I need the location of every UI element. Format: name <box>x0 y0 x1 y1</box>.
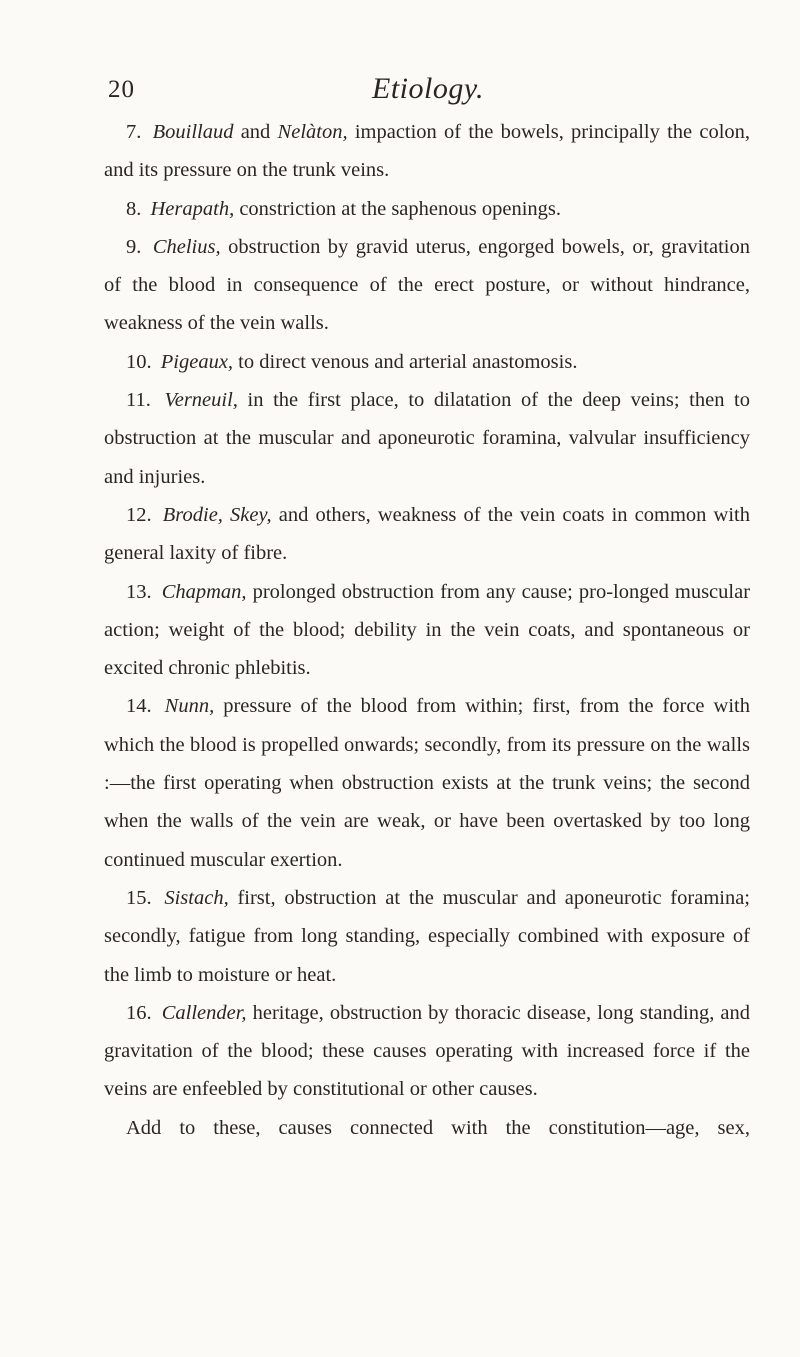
list-item <box>104 687 750 878</box>
item-text: pressure of the blood from within; first, from the force with which the blood is propelled onwards; secondly, from its pressure on the walls :—the first operating when obstruction exists at the trunk veins; the second when the walls of the vein are weak, or have been overtasked by too long continued muscular exertion. <box>104 695 750 871</box>
author-name: Pigeaux, <box>160 350 234 373</box>
author-name: Verneuil, <box>164 389 238 412</box>
item-number: 8. <box>126 197 142 220</box>
closing-paragraph: Add to these, causes connected with the constitution—age, sex, <box>126 1116 750 1139</box>
item-number: 14. <box>126 695 152 718</box>
item-text: and others, weakness of the vein coats in common with general laxity of fibre. <box>104 503 751 565</box>
list-item <box>104 879 750 994</box>
item-number: 15. <box>126 886 152 909</box>
item-number: 12. <box>126 503 152 526</box>
page-body <box>104 113 750 1147</box>
list-item <box>104 994 750 1109</box>
item-number: 10. <box>126 350 152 373</box>
item-text: to direct venous and arterial anastomosis. <box>238 350 578 373</box>
item-number: 9. <box>126 235 142 258</box>
running-title: Etiology. <box>372 72 484 105</box>
connector-word: and <box>240 121 271 143</box>
author-name: Chelius, <box>152 235 221 258</box>
author-name: Brodie, Skey, <box>162 503 272 526</box>
item-text: obstruction by gravid uterus, engorged bowels, or, gravitation of the blood in consequence of the erect posture, or without hindrance, weakness of the vein walls. <box>104 235 750 335</box>
item-number: 7. <box>126 121 142 143</box>
author-name: Nelàton, <box>277 121 348 143</box>
item-text: impaction of the bowels, principally the colon, and its pressure on the trunk veins. <box>104 121 751 182</box>
list-item <box>104 496 750 573</box>
author-name: Sistach, <box>164 886 229 909</box>
page-header <box>0 72 800 112</box>
item-text: in the first place, to dilatation of the deep veins; then to obstruction at the muscular and aponeurotic foramina, valvular insufficiency and injuries. <box>104 389 751 488</box>
page-number: 20 <box>108 76 135 103</box>
item-number: 13. <box>126 580 152 603</box>
item-text: heritage, obstruction by thoracic disease, long standing, and gravitation of the blood; these causes operating with increased force if the veins are enfeebled by constitutional or other causes. <box>104 1001 751 1101</box>
list-item <box>104 343 750 381</box>
author-name: Herapath, <box>150 197 235 220</box>
item-number: 11. <box>126 389 151 412</box>
author-name: Chapman, <box>161 580 247 603</box>
list-item <box>104 228 750 343</box>
item-number: 16. <box>126 1001 152 1024</box>
list-item <box>104 113 750 190</box>
item-text: constriction at the saphenous openings. <box>239 197 562 220</box>
author-name: Callender, <box>161 1001 247 1024</box>
item-text: prolonged obstruction from any cause; pro-longed muscular action; weight of the blood; debility in the vein coats, and spontaneous or excited chronic phlebitis. <box>104 580 751 680</box>
item-text: first, obstruction at the muscular and aponeurotic foramina; secondly, fatigue from long standing, especially combined with exposure of the limb to moisture or heat. <box>104 886 750 986</box>
list-item <box>104 381 750 496</box>
author-name: Bouillaud <box>152 121 234 143</box>
list-item <box>104 190 750 228</box>
list-item <box>104 573 750 688</box>
author-name: Nunn, <box>164 695 215 718</box>
